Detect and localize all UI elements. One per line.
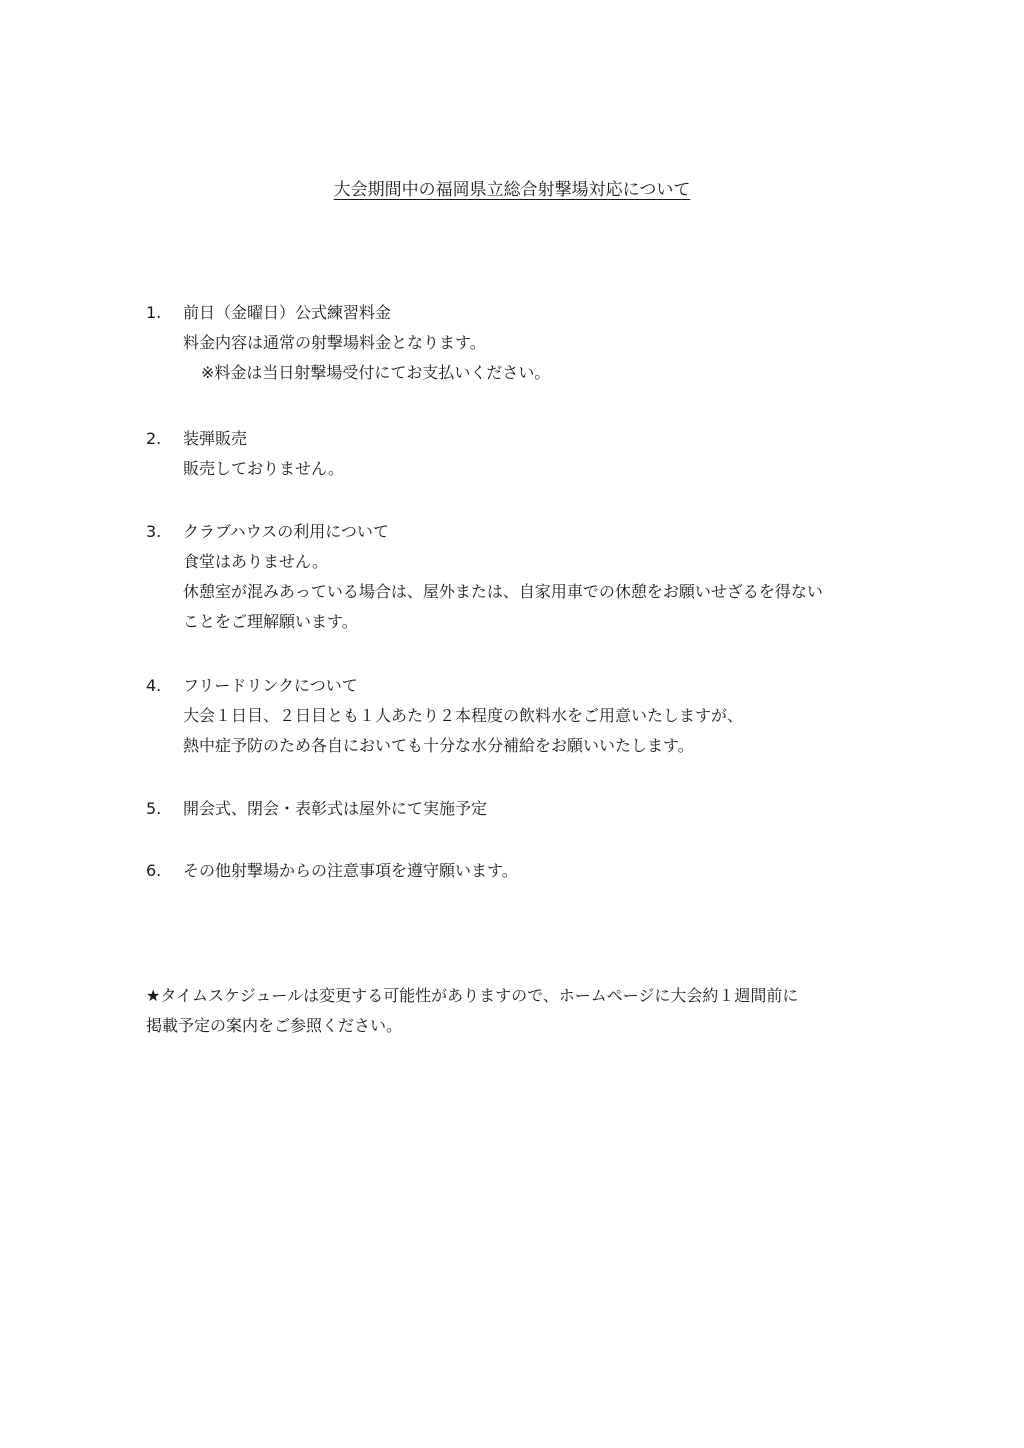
- section-3-line-3: ことをご理解願います。: [183, 612, 358, 631]
- section-3: [146, 517, 946, 637]
- section-2-body: [146, 454, 946, 484]
- section-1: [146, 298, 946, 388]
- section-1-body: [146, 328, 946, 388]
- section-3-heading: クラブハウスの利用について: [183, 522, 389, 541]
- section-1-line-1: 料金内容は通常の射撃場料金となります。: [183, 333, 486, 352]
- section-1-heading-row: [146, 298, 946, 328]
- section-3-body: [146, 547, 946, 637]
- schedule-note-line-1: ★タイムスケジュールは変更する可能性がありますので、ホームページに大会約１週間前に: [146, 986, 799, 1005]
- section-3-line-1: 食堂はありません。: [183, 552, 328, 571]
- schedule-note: [146, 981, 936, 1041]
- section-5-heading: 開会式、閉会・表彰式は屋外にて実施予定: [183, 799, 488, 818]
- section-4-line-2: 熱中症予防のため各自においても十分な水分補給をお願いいたします。: [183, 736, 694, 755]
- section-5-number: 5.: [146, 799, 162, 818]
- section-4-body: [146, 701, 946, 761]
- schedule-note-line-2: 掲載予定の案内をご参照ください。: [146, 1016, 403, 1035]
- section-2-heading: 装弾販売: [183, 429, 248, 448]
- section-5: [146, 794, 946, 824]
- section-2-heading-row: [146, 424, 946, 454]
- section-1-heading: 前日（金曜日）公式練習料金: [183, 303, 392, 322]
- section-3-heading-row: [146, 517, 946, 547]
- section-2-line-1: 販売しておりません。: [183, 459, 344, 478]
- section-4-heading-row: [146, 671, 946, 701]
- section-4-number: 4.: [146, 676, 162, 695]
- section-2-number: 2.: [146, 429, 162, 448]
- section-4: [146, 671, 946, 761]
- section-5-heading-row: [146, 794, 946, 824]
- section-3-line-2: 休憩室が混みあっている場合は、屋外または、自家用車での休憩をお願いせざるを得ない: [183, 582, 823, 601]
- section-4-heading: フリードリンクについて: [183, 676, 358, 695]
- section-4-line-1: 大会１日目、２日目とも１人あたり２本程度の飲料水をご用意いたしますが、: [183, 706, 744, 725]
- section-2: [146, 424, 946, 484]
- section-1-number: 1.: [146, 303, 162, 322]
- section-3-number: 3.: [146, 522, 162, 541]
- section-6-heading-row: [146, 856, 946, 886]
- section-6-number: 6.: [146, 861, 162, 880]
- section-6-heading: その他射撃場からの注意事項を遵守願います。: [183, 861, 518, 880]
- section-6: [146, 856, 946, 886]
- page-title-text: 大会期間中の福岡県立総合射撃場対応について: [333, 180, 691, 200]
- page-title: [0, 178, 1024, 202]
- section-1-line-2: ※料金は当日射撃場受付にてお支払いください。: [201, 363, 551, 382]
